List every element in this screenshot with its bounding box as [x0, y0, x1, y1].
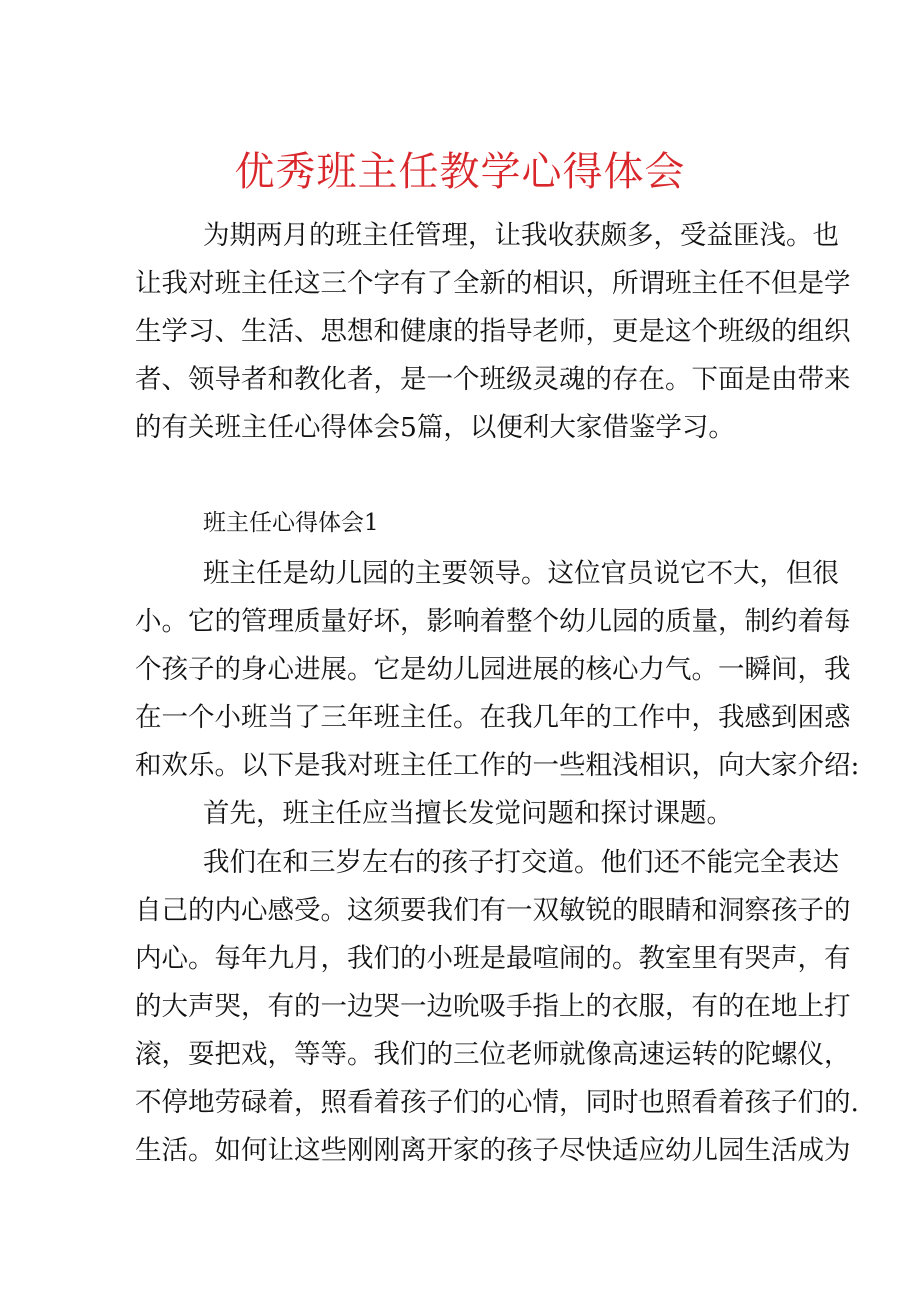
body-line: 个孩子的身心进展。它是幼儿园进展的核心力气。一瞬间，我 — [135, 654, 851, 685]
intro-line: 让我对班主任这三个字有了全新的相识，所谓班主任不但是学 — [135, 268, 851, 299]
intro-line: 的有关班主任心得体会5篇，以便利大家借鉴学习。 — [135, 412, 735, 443]
body-line: 班主任是幼儿园的主要领导。这位官员说它不大，但很 — [203, 558, 839, 589]
intro-line: 者、领导者和教化者，是一个班级灵魂的存在。下面是由带来 — [135, 364, 851, 395]
body-line: 生活。如何让这些刚刚离开家的孩子尽快适应幼儿园生活成为 — [135, 1135, 851, 1166]
body-line: 不停地劳碌着，照看着孩子们的心情，同时也照看着孩子们的. — [135, 1087, 859, 1118]
body-line: 首先，班主任应当擅长发觉问题和探讨课题。 — [203, 798, 733, 829]
body-line: 和欢乐。以下是我对班主任工作的一些粗浅相识，向大家介绍: — [135, 750, 860, 781]
intro-line: 生学习、生活、思想和健康的指导老师，更是这个班级的组织 — [135, 316, 851, 347]
body-line: 内心。每年九月，我们的小班是最喧闹的。教室里有哭声，有 — [135, 943, 851, 974]
document-title: 优秀班主任教学心得体会 — [234, 149, 686, 195]
body-line: 我们在和三岁左右的孩子打交道。他们还不能完全表达 — [203, 847, 839, 878]
body-line: 滚，耍把戏，等等。我们的三位老师就像高速运转的陀螺仪， — [135, 1039, 851, 1070]
section-heading: 班主任心得体会1 — [203, 510, 379, 536]
intro-line: 为期两月的班主任管理，让我收获颇多，受益匪浅。也 — [203, 220, 839, 251]
body-line: 小。它的管理质量好坏，影响着整个幼儿园的质量，制约着每 — [135, 606, 851, 637]
body-line: 的大声哭，有的一边哭一边吮吸手指上的衣服，有的在地上打 — [135, 991, 851, 1022]
body-line: 在一个小班当了三年班主任。在我几年的工作中，我感到困惑 — [135, 702, 851, 733]
body-line: 自己的内心感受。这须要我们有一双敏锐的眼睛和洞察孩子的 — [135, 895, 851, 926]
